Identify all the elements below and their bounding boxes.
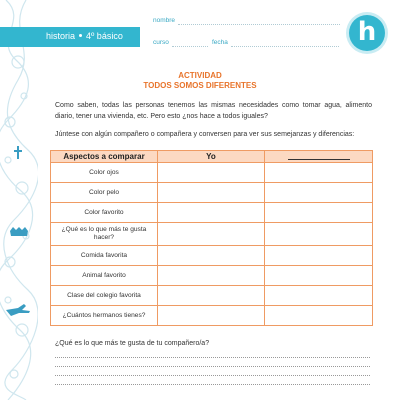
name-label: nombre: [153, 17, 176, 24]
aspect-cell: Comida favorita: [51, 246, 158, 266]
separator-dot-icon: [79, 34, 82, 37]
answer-line[interactable]: [55, 366, 370, 367]
aspect-cell: Animal favorito: [51, 266, 158, 286]
table-row: [51, 286, 373, 306]
date-label: fecha: [212, 39, 228, 46]
answer-me-cell[interactable]: [158, 183, 265, 203]
answer-line[interactable]: [55, 375, 370, 376]
table-row: [51, 183, 373, 203]
answer-partner-cell[interactable]: [265, 246, 373, 266]
aspect-cell: ¿Cuántos hermanos tienes?: [51, 306, 158, 326]
intro-paragraph: Como saben, todas las personas tenemos las mismas necesidades como tomar agua, alimento diario, tener una vivienda, etc. Pero esto ¿nos hace a todos iguales?: [55, 102, 372, 120]
decorative-side-strip: [0, 0, 38, 400]
activity-subtitle: TODOS SOMOS DIFERENTES: [143, 81, 257, 90]
answer-me-cell[interactable]: [158, 286, 265, 306]
answer-line[interactable]: [55, 384, 370, 385]
answer-me-cell[interactable]: [158, 266, 265, 286]
table-row: [51, 163, 373, 183]
table-row: [51, 246, 373, 266]
answer-me-cell[interactable]: [158, 246, 265, 266]
swirl-pattern-icon: [0, 0, 38, 400]
header-partner-blank[interactable]: [265, 151, 373, 163]
cross-emblem-icon: [14, 146, 22, 159]
grade-name: 4º básico: [86, 31, 123, 41]
table-row: [51, 266, 373, 286]
answer-partner-cell[interactable]: [265, 306, 373, 326]
activity-title: ACTIVIDAD: [178, 71, 222, 80]
aspect-cell: Clase del colegio favorita: [51, 286, 158, 306]
answer-partner-cell[interactable]: [265, 183, 373, 203]
course-label: curso: [153, 39, 169, 46]
logo-badge: [349, 15, 385, 51]
answer-partner-cell[interactable]: [265, 266, 373, 286]
answer-partner-cell[interactable]: [265, 286, 373, 306]
answer-partner-cell[interactable]: [265, 203, 373, 223]
answer-me-cell[interactable]: [158, 163, 265, 183]
ship-emblem-icon: [6, 304, 30, 316]
closing-question: ¿Qué es lo que más te gusta de tu compañero/a?: [55, 340, 210, 347]
table-row: [51, 306, 373, 326]
crown-emblem-icon: [10, 227, 28, 236]
aspect-cell: Color favorito: [51, 203, 158, 223]
table-row: [51, 223, 373, 246]
subject-name: historia: [46, 31, 76, 41]
aspect-cell: Color pelo: [51, 183, 158, 203]
logo-letter: h: [357, 17, 377, 47]
table-row: [51, 203, 373, 223]
comparison-table: [50, 150, 373, 326]
subject-label: [46, 31, 123, 41]
aspect-cell: ¿Qué es lo que más te gusta hacer?: [51, 223, 158, 246]
partner-name-blank[interactable]: [288, 152, 350, 160]
answer-me-cell[interactable]: [158, 306, 265, 326]
course-field[interactable]: [172, 46, 208, 47]
answer-partner-cell[interactable]: [265, 163, 373, 183]
aspect-cell: Color ojos: [51, 163, 158, 183]
date-field[interactable]: [231, 46, 339, 47]
table-header-row: [51, 151, 373, 163]
answer-partner-cell[interactable]: [265, 223, 373, 246]
answer-me-cell[interactable]: [158, 203, 265, 223]
answer-line[interactable]: [55, 357, 370, 358]
instruction-paragraph: Júntese con algún compañero o compañera y conversen para ver sus semejanzas y diferencias:: [55, 131, 355, 138]
header-aspects: Aspectos a comparar: [51, 151, 158, 163]
header-me: Yo: [158, 151, 265, 163]
answer-me-cell[interactable]: [158, 223, 265, 246]
name-field[interactable]: [178, 24, 340, 25]
